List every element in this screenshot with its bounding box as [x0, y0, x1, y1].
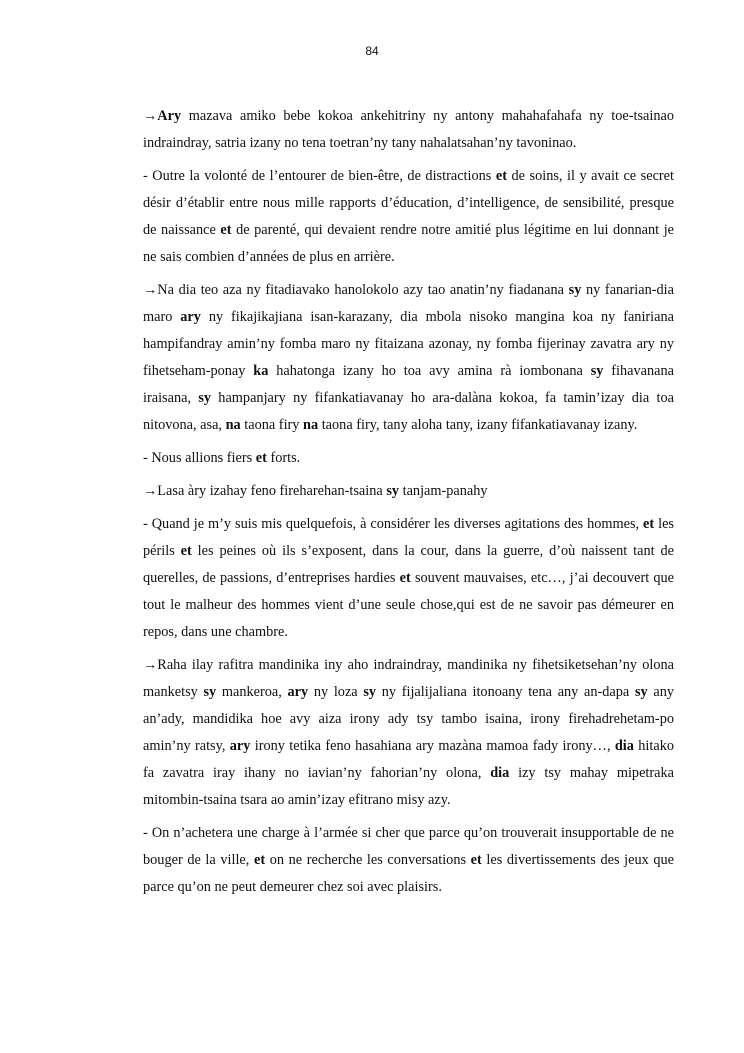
text-run: - Quand je m’y suis mis quelquefois, à considérer les diverses agitations des hommes, — [143, 516, 644, 532]
bold-word: et — [253, 852, 266, 868]
text-run: mazava amiko bebe kokoa ankehitriny ny antony mahahafahafa ny toe-tsainao indraindray, satria izany no tena toetran’ny tany nahalatsahan’ny tavoninao. — [143, 108, 674, 151]
paragraph — [143, 652, 674, 814]
text-run: de soins, il y avait ce secret désir d’établir entre nous mille rapports d’éducation, d’intelligence, de sensibilité, presque de naissance — [143, 168, 675, 238]
text-run: ny fanarian-dia maro — [143, 282, 674, 325]
text-run: de parenté, qui devaient rendre notre amitié plus légitime en lui donnant je ne sais combien d’années de plus en arrière. — [143, 222, 675, 265]
paragraph — [143, 277, 674, 439]
text-run: ny fikajikajiana isan-karazany, dia mbola nisoko mangina koa ny faniriana hampifandray amin’ny fomba maro ny fitaizana azonay, ny fomba fijerinay zavatra ary ny fihetseham-ponay — [143, 309, 674, 379]
text-run: hitako fa zavatra iray ihany no iavian’ny fahorian’ny olona, — [143, 738, 675, 781]
bold-word: sy — [386, 483, 400, 499]
bold-word: sy — [363, 684, 377, 700]
text-run: →Na dia teo aza ny fitadiavako hanolokolo azy tao anatin’ny fiadanana — [143, 282, 569, 298]
bold-word: ary — [287, 684, 309, 700]
bold-word: sy — [590, 363, 604, 379]
paragraph — [143, 511, 674, 646]
text-run: les peines où ils s’exposent, dans la cour, dans la guerre, d’où naissent tant de querelles, de passions, d’entreprises hardies — [143, 543, 674, 586]
bold-word: et — [470, 852, 482, 868]
paragraph — [143, 478, 674, 505]
text-run: - Nous allions fiers — [143, 450, 256, 466]
bold-word: ary — [180, 309, 201, 325]
text-run: taona firy, tany aloha tany, izany fifankatiavanay izany. — [318, 417, 638, 433]
paragraph — [143, 445, 674, 472]
text-run: ny loza — [308, 684, 364, 700]
bold-word: sy — [634, 684, 648, 700]
bold-word: na — [303, 417, 319, 433]
bold-word: ka — [253, 363, 269, 379]
text-run: les divertissements des jeux que parce qu’on ne peut demeurer chez soi avec plaisirs. — [143, 852, 675, 895]
bold-word: sy — [568, 282, 582, 298]
text-run: tanjam-panahy — [399, 483, 488, 499]
text-run: hahatonga izany ho toa avy amina rà iombonana — [268, 363, 591, 379]
bold-word: et — [255, 450, 267, 466]
bold-word: et — [643, 516, 655, 532]
text-run: → — [143, 108, 158, 124]
text-run: izy tsy mahay mipetraka mitombin-tsaina tsara ao amin’izay efitrano misy azy. — [143, 765, 674, 808]
bold-word: dia — [614, 738, 634, 754]
text-run: les périls — [143, 516, 674, 559]
text-run: mankeroa, — [216, 684, 288, 700]
text-run: - On n’achetera une charge à l’armée si cher que parce qu’on trouverait insupportable de ne bouger de la ville, — [143, 825, 674, 868]
text-run: irony tetika feno hasahiana ary mazàna mamoa fady irony…, — [250, 738, 615, 754]
text-run: souvent mauvaises, etc…, j’ai decouvert que tout le malheur des hommes vient d’une seule chose,qui est de ne savoir pas démeurer en repos, dans une chambre. — [143, 570, 674, 640]
text-run: fihavanana iraisana, — [143, 363, 674, 406]
text-run: - Outre la volonté de l’entourer de bien-être, de distractions — [143, 168, 496, 184]
text-run: →Raha ilay rafitra mandinika iny aho indraindray, mandinika ny fihetsiketsehan’ny olona manketsy — [143, 657, 674, 700]
paragraph — [143, 103, 674, 157]
bold-word: dia — [490, 765, 510, 781]
page-number: 84 — [365, 44, 379, 58]
bold-word: et — [220, 222, 232, 238]
bold-word: Ary — [157, 108, 182, 124]
bold-word: et — [495, 168, 507, 184]
bold-word: et — [399, 570, 411, 586]
bold-word: ary — [229, 738, 251, 754]
text-run: on ne recherche les conversations — [265, 852, 471, 868]
bold-word: sy — [203, 684, 217, 700]
bold-word: sy — [198, 390, 212, 406]
text-run: hampanjary ny fifankatiavanay ho ara-dalàna kokoa, fa tamin’izay dia toa nitovona, asa, — [143, 390, 674, 433]
body-text — [143, 103, 674, 907]
text-run: ny fijalijaliana itonoany tena any an-dapa — [376, 684, 635, 700]
text-run: forts. — [266, 450, 301, 466]
paragraph — [143, 163, 674, 271]
text-run: taona firy — [240, 417, 304, 433]
bold-word: et — [180, 543, 192, 559]
paragraph — [143, 820, 674, 901]
text-run: →Lasa àry izahay feno fireharehan-tsaina — [143, 483, 387, 499]
text-run: any an’ady, mandidika hoe avy aiza irony ady tsy tambo isaina, irony firehadrehetam-po amin’ny ratsy, — [143, 684, 674, 754]
bold-word: na — [225, 417, 241, 433]
